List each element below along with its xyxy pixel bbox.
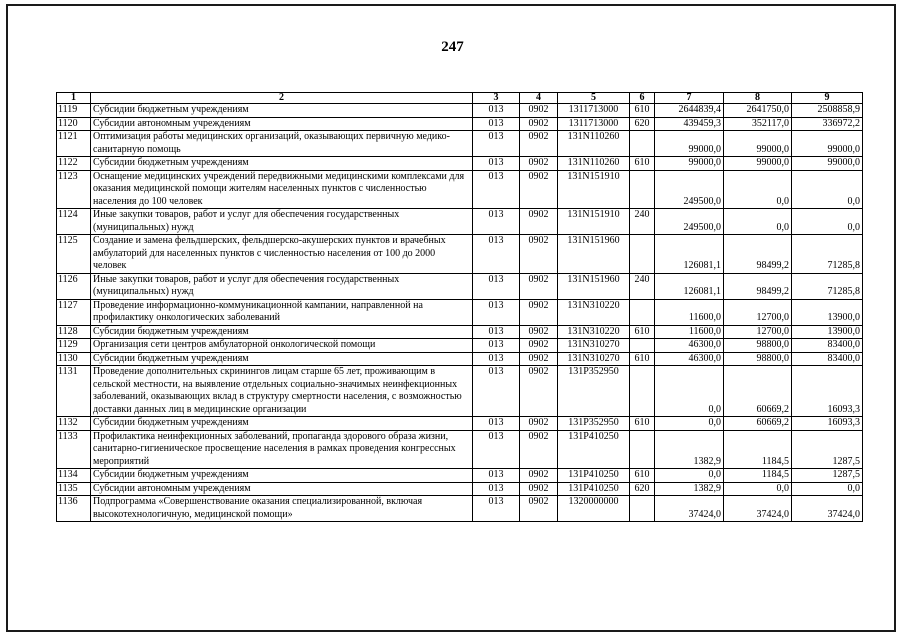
column-header: 4 <box>520 93 558 104</box>
row-code-6: 240 <box>630 273 655 299</box>
row-number: 1132 <box>57 417 91 431</box>
table-row <box>57 273 863 299</box>
table-row <box>57 352 863 366</box>
row-value-8: 98499,2 <box>724 273 792 299</box>
row-value-7: 37424,0 <box>655 496 724 522</box>
row-value-8: 1184,5 <box>724 469 792 483</box>
row-number: 1123 <box>57 170 91 209</box>
column-header: 7 <box>655 93 724 104</box>
row-value-7: 126081,1 <box>655 235 724 274</box>
row-name: Профилактика неинфекционных заболеваний, пропаганда здорового образа жизни, санитарно-гигиеническое просвещение населения в рамках проведения конгрессных мероприятий <box>91 430 473 469</box>
row-code-6: 610 <box>630 325 655 339</box>
row-value-7: 46300,0 <box>655 352 724 366</box>
column-header: 8 <box>724 93 792 104</box>
table-row <box>57 170 863 209</box>
row-number: 1126 <box>57 273 91 299</box>
row-value-9: 71285,8 <box>792 273 863 299</box>
table-row <box>57 430 863 469</box>
row-value-9: 2508858,9 <box>792 104 863 118</box>
row-value-8: 98800,0 <box>724 339 792 353</box>
row-code-6 <box>630 299 655 325</box>
row-code-4: 0902 <box>520 131 558 157</box>
row-code-4: 0902 <box>520 117 558 131</box>
row-name: Создание и замена фельдшерских, фельдшерско-акушерских пунктов и врачебных амбулаторий для населенных пунктов с численностью населения от 100 до 2000 человек <box>91 235 473 274</box>
row-code-3: 013 <box>473 325 520 339</box>
row-code-3: 013 <box>473 352 520 366</box>
row-code-4: 0902 <box>520 339 558 353</box>
row-value-8: 2641750,0 <box>724 104 792 118</box>
row-number: 1135 <box>57 482 91 496</box>
row-value-9: 0,0 <box>792 482 863 496</box>
row-value-7: 99000,0 <box>655 157 724 171</box>
row-name: Оснащение медицинских учреждений передвижными медицинскими комплексами для оказания медицинской помощи жителям населенных пунктов с численностью населения до 100 человек <box>91 170 473 209</box>
row-value-9: 1287,5 <box>792 430 863 469</box>
row-value-8: 12700,0 <box>724 325 792 339</box>
row-code-3: 013 <box>473 366 520 417</box>
row-code-4: 0902 <box>520 496 558 522</box>
row-value-9: 1287,5 <box>792 469 863 483</box>
row-value-9: 336972,2 <box>792 117 863 131</box>
row-code-4: 0902 <box>520 104 558 118</box>
row-name: Субсидии бюджетным учреждениям <box>91 469 473 483</box>
row-number: 1122 <box>57 157 91 171</box>
table-row <box>57 496 863 522</box>
row-code-6 <box>630 430 655 469</box>
row-code-3: 013 <box>473 235 520 274</box>
row-code-3: 013 <box>473 496 520 522</box>
row-value-9: 0,0 <box>792 170 863 209</box>
row-value-9: 83400,0 <box>792 352 863 366</box>
row-code-4: 0902 <box>520 430 558 469</box>
row-value-7: 1382,9 <box>655 430 724 469</box>
row-name: Субсидии автономным учреждениям <box>91 117 473 131</box>
row-code-3: 013 <box>473 299 520 325</box>
table-row <box>57 235 863 274</box>
row-code-6: 620 <box>630 482 655 496</box>
row-code-4: 0902 <box>520 469 558 483</box>
row-number: 1121 <box>57 131 91 157</box>
row-code-3: 013 <box>473 469 520 483</box>
table-row <box>57 131 863 157</box>
row-value-8: 0,0 <box>724 170 792 209</box>
row-code-5: 131P352950 <box>558 417 630 431</box>
row-number: 1129 <box>57 339 91 353</box>
row-name: Субсидии бюджетным учреждениям <box>91 352 473 366</box>
row-value-8: 60669,2 <box>724 366 792 417</box>
row-name: Субсидии бюджетным учреждениям <box>91 417 473 431</box>
row-value-7: 0,0 <box>655 469 724 483</box>
row-code-5: 131P410250 <box>558 482 630 496</box>
row-number: 1124 <box>57 209 91 235</box>
row-code-5: 131P410250 <box>558 469 630 483</box>
row-name: Субсидии бюджетным учреждениям <box>91 104 473 118</box>
row-value-7: 2644839,4 <box>655 104 724 118</box>
row-number: 1127 <box>57 299 91 325</box>
row-code-6: 610 <box>630 352 655 366</box>
row-code-5: 131N310220 <box>558 299 630 325</box>
row-value-8: 1184,5 <box>724 430 792 469</box>
row-code-3: 013 <box>473 209 520 235</box>
row-value-9: 37424,0 <box>792 496 863 522</box>
row-code-3: 013 <box>473 104 520 118</box>
row-code-3: 013 <box>473 339 520 353</box>
row-code-6 <box>630 366 655 417</box>
table-row <box>57 104 863 118</box>
row-value-7: 11600,0 <box>655 299 724 325</box>
row-number: 1119 <box>57 104 91 118</box>
row-name: Оптимизация работы медицинских организаций, оказывающих первичную медико-санитарную помощь <box>91 131 473 157</box>
page-number: 247 <box>441 39 464 55</box>
row-code-4: 0902 <box>520 299 558 325</box>
row-code-6: 240 <box>630 209 655 235</box>
row-value-7: 0,0 <box>655 417 724 431</box>
row-code-6: 610 <box>630 469 655 483</box>
row-value-8: 0,0 <box>724 482 792 496</box>
row-code-5: 131N110260 <box>558 131 630 157</box>
row-code-4: 0902 <box>520 366 558 417</box>
column-header: 9 <box>792 93 863 104</box>
row-value-7: 439459,3 <box>655 117 724 131</box>
row-name: Проведение информационно-коммуникационной кампании, направленной на профилактику онкологических заболеваний <box>91 299 473 325</box>
row-code-3: 013 <box>473 157 520 171</box>
row-value-8: 0,0 <box>724 209 792 235</box>
table-row <box>57 366 863 417</box>
row-number: 1134 <box>57 469 91 483</box>
row-value-8: 98800,0 <box>724 352 792 366</box>
row-code-6: 610 <box>630 157 655 171</box>
row-code-3: 013 <box>473 170 520 209</box>
row-name: Проведение дополнительных скринингов лицам старше 65 лет, проживающим в сельской местности, на выявление отдельных социально-значимых неинфекционных заболеваний, оказывающих вклад в структуру смертности населения, с возможностью доставки данных лиц в медицинские организации <box>91 366 473 417</box>
row-code-5: 131N151910 <box>558 170 630 209</box>
row-code-3: 013 <box>473 417 520 431</box>
column-header: 6 <box>630 93 655 104</box>
table-row <box>57 299 863 325</box>
budget-table <box>56 92 863 522</box>
table-row <box>57 469 863 483</box>
row-value-8: 98499,2 <box>724 235 792 274</box>
row-code-4: 0902 <box>520 325 558 339</box>
row-number: 1131 <box>57 366 91 417</box>
row-value-9: 99000,0 <box>792 157 863 171</box>
row-value-7: 1382,9 <box>655 482 724 496</box>
row-number: 1120 <box>57 117 91 131</box>
row-value-9: 83400,0 <box>792 339 863 353</box>
row-code-5: 131N151910 <box>558 209 630 235</box>
row-value-9: 13900,0 <box>792 325 863 339</box>
row-value-7: 126081,1 <box>655 273 724 299</box>
row-value-8: 352117,0 <box>724 117 792 131</box>
row-code-4: 0902 <box>520 170 558 209</box>
header-row <box>57 93 863 104</box>
row-value-7: 99000,0 <box>655 131 724 157</box>
table-row <box>57 117 863 131</box>
row-value-7: 46300,0 <box>655 339 724 353</box>
row-code-5: 131N151960 <box>558 273 630 299</box>
row-name: Субсидии бюджетным учреждениям <box>91 325 473 339</box>
row-code-4: 0902 <box>520 352 558 366</box>
row-code-3: 013 <box>473 131 520 157</box>
table-row <box>57 417 863 431</box>
row-value-8: 99000,0 <box>724 157 792 171</box>
row-code-4: 0902 <box>520 273 558 299</box>
row-code-3: 013 <box>473 430 520 469</box>
row-name: Организация сети центров амбулаторной онкологической помощи <box>91 339 473 353</box>
row-number: 1128 <box>57 325 91 339</box>
row-code-5: 1311713000 <box>558 104 630 118</box>
row-code-5: 131N310270 <box>558 352 630 366</box>
row-value-8: 99000,0 <box>724 131 792 157</box>
row-value-9: 16093,3 <box>792 417 863 431</box>
row-code-5: 131P410250 <box>558 430 630 469</box>
row-value-7: 249500,0 <box>655 170 724 209</box>
row-value-7: 0,0 <box>655 366 724 417</box>
row-value-9: 16093,3 <box>792 366 863 417</box>
row-number: 1130 <box>57 352 91 366</box>
row-code-6: 620 <box>630 117 655 131</box>
row-code-6 <box>630 339 655 353</box>
row-code-4: 0902 <box>520 482 558 496</box>
table-body <box>57 104 863 522</box>
table-row <box>57 482 863 496</box>
row-value-9: 99000,0 <box>792 131 863 157</box>
row-code-5: 131N151960 <box>558 235 630 274</box>
row-code-5: 131N310270 <box>558 339 630 353</box>
row-name: Иные закупки товаров, работ и услуг для обеспечения государственных (муниципальных) нужд <box>91 273 473 299</box>
row-number: 1133 <box>57 430 91 469</box>
column-header: 3 <box>473 93 520 104</box>
row-name: Субсидии автономным учреждениям <box>91 482 473 496</box>
row-code-3: 013 <box>473 482 520 496</box>
row-code-5: 1311713000 <box>558 117 630 131</box>
row-value-8: 37424,0 <box>724 496 792 522</box>
row-code-5: 131N110260 <box>558 157 630 171</box>
column-header: 1 <box>57 93 91 104</box>
table-row <box>57 157 863 171</box>
column-header: 2 <box>91 93 473 104</box>
row-code-5: 1320000000 <box>558 496 630 522</box>
row-code-6: 610 <box>630 417 655 431</box>
row-value-9: 13900,0 <box>792 299 863 325</box>
row-code-4: 0902 <box>520 157 558 171</box>
table-row <box>57 209 863 235</box>
row-value-9: 71285,8 <box>792 235 863 274</box>
row-code-4: 0902 <box>520 417 558 431</box>
row-code-5: 131P352950 <box>558 366 630 417</box>
row-code-3: 013 <box>473 117 520 131</box>
row-name: Иные закупки товаров, работ и услуг для обеспечения государственных (муниципальных) нужд <box>91 209 473 235</box>
table-row <box>57 325 863 339</box>
row-number: 1125 <box>57 235 91 274</box>
row-value-8: 60669,2 <box>724 417 792 431</box>
row-value-8: 12700,0 <box>724 299 792 325</box>
row-code-4: 0902 <box>520 235 558 274</box>
row-number: 1136 <box>57 496 91 522</box>
row-value-7: 11600,0 <box>655 325 724 339</box>
row-code-4: 0902 <box>520 209 558 235</box>
row-code-3: 013 <box>473 273 520 299</box>
row-code-6 <box>630 235 655 274</box>
table-row <box>57 339 863 353</box>
row-value-7: 249500,0 <box>655 209 724 235</box>
row-code-6: 610 <box>630 104 655 118</box>
row-code-6 <box>630 131 655 157</box>
row-code-6 <box>630 170 655 209</box>
row-name: Подпрограмма «Совершенствование оказания специализированной, включая высокотехнологичную, медицинской помощи» <box>91 496 473 522</box>
row-name: Субсидии бюджетным учреждениям <box>91 157 473 171</box>
row-code-5: 131N310220 <box>558 325 630 339</box>
row-code-6 <box>630 496 655 522</box>
column-header: 5 <box>558 93 630 104</box>
row-value-9: 0,0 <box>792 209 863 235</box>
